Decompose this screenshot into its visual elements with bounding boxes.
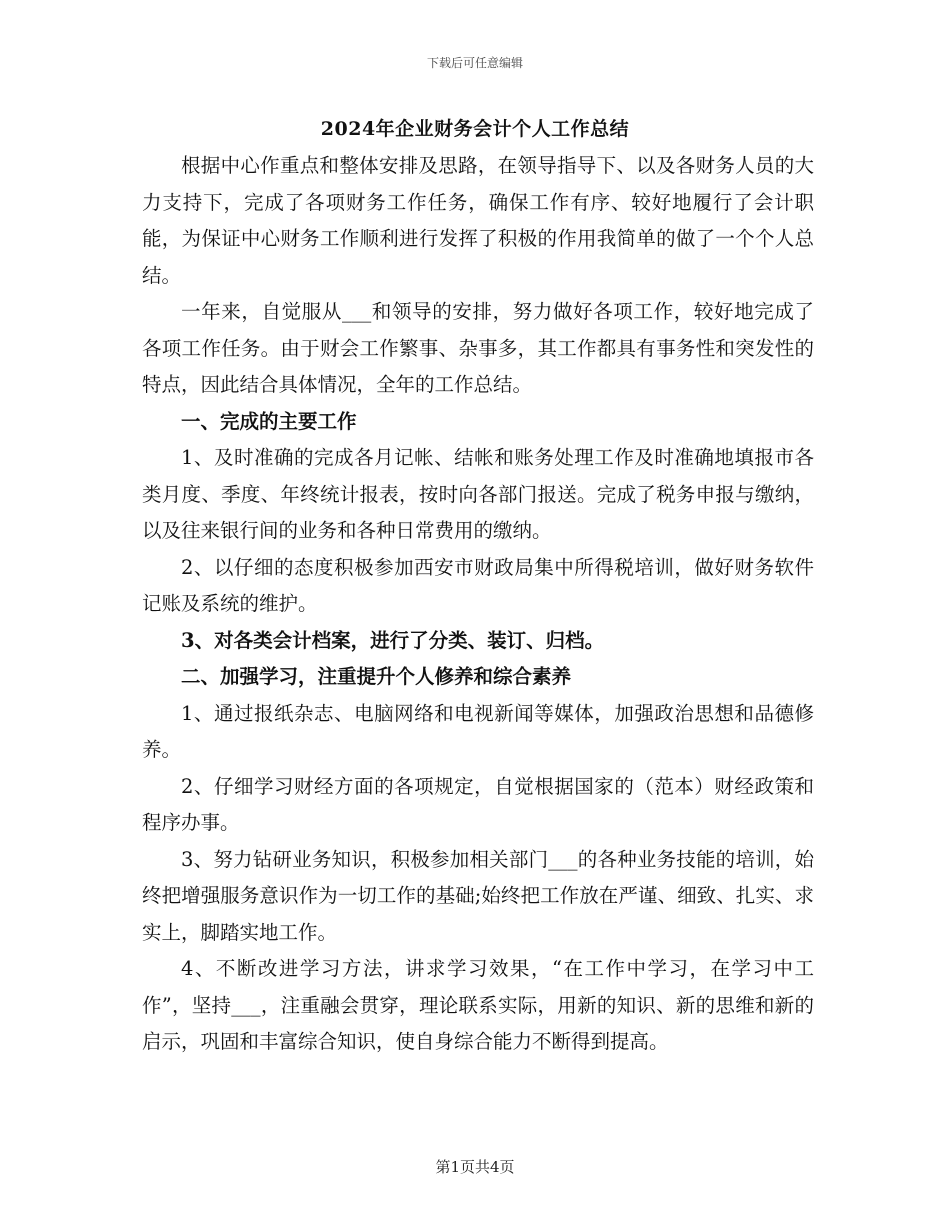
paragraph-item: 3、努力钻研业务知识，积极参加相关部门___的各种业务技能的培训，始终把增强服务意识作为一切工作的基础;始终把工作放在严谨、细致、扎实、求实上，脚踏实地工作。 [142,847,814,944]
paragraph-item: 1、及时准确的完成各月记帐、结帐和账务处理工作及时准确地填报市各类月度、季度、年终统计报表，按时向各部门报送。完成了税务申报与缴纳，以及往来银行间的业务和各种日常费用的缴纳。 [142,446,814,542]
paragraph-item: 2、仔细学习财经方面的各项规定，自觉根据国家的（范本）财经政策和程序办事。 [142,774,814,834]
page-footer: 第1页共4页 [435,1158,515,1176]
paragraph-item-bold: 3、对各类会计档案，进行了分类、装订、归档。 [181,628,605,652]
paragraph-intro: 根据中心作重点和整体安排及思路，在领导指导下、以及各财务人员的大力支持下，完成了各项财务工作任务，确保工作有序、较好地履行了会计职能，为保证中心财务工作顺利进行发挥了积极的作用我简单的做了一个个人总结。 [142,154,814,287]
paragraph-item: 1、通过报纸杂志、电脑网络和电视新闻等媒体，加强政治思想和品德修养。 [142,701,814,761]
section-heading-main-work: 一、完成的主要工作 [181,409,357,433]
paragraph-item: 4、不断改进学习方法，讲求学习效果，“在工作中学习，在学习中工作”，坚持___，注重融会贯穿，理论联系实际，用新的知识、新的思维和新的启示，巩固和丰富综合知识，使自身综合能力不断得到提高。 [142,957,814,1053]
document-body [142,148,814,1061]
header-note: 下载后可任意编辑 [426,56,523,70]
paragraph-item: 2、以仔细的态度积极参加西安市财政局集中所得税培训，做好财务软件记账及系统的维护。 [142,555,814,615]
document-title: 2024年企业财务会计个人工作总结 [320,118,630,140]
paragraph-overview: 一年来，自觉服从___和领导的安排，努力做好各项工作，较好地完成了各项工作任务。由于财会工作繁事、杂事多，其工作都具有事务性和突发性的特点，因此结合具体情况，全年的工作总结。 [142,300,814,396]
section-heading-study: 二、加强学习，注重提升个人修养和综合素养 [181,665,572,688]
